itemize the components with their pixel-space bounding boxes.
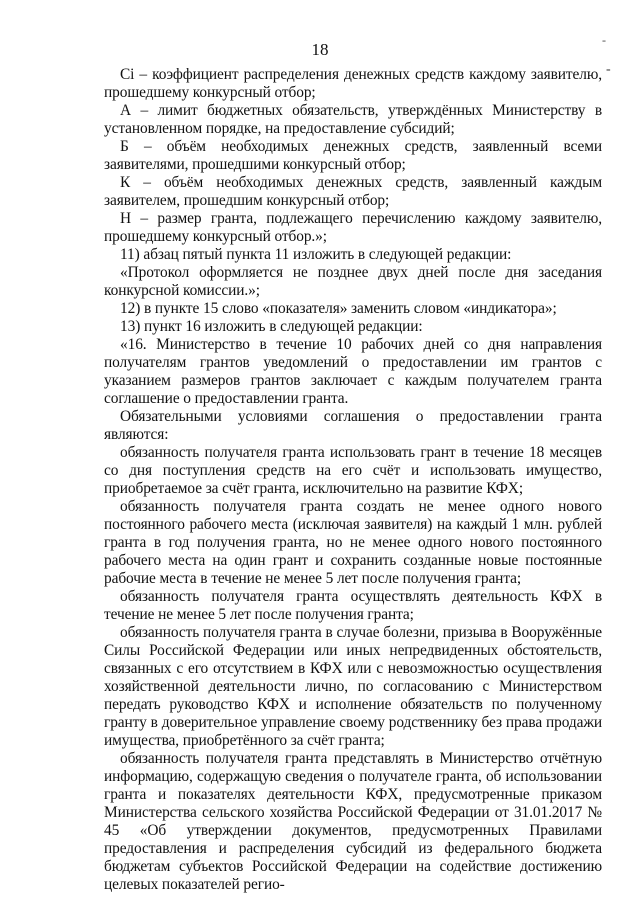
paragraph-clause-16: «16. Министерство в течение 10 рабочих дней со дня направления получателям грантов уведомлений о предоставлении им грантов с указанием размеров грантов заключает с каждым получателем гранта соглашение о предоставлении гранта. [104, 336, 602, 407]
paragraph-condition-use-grant: обязанность получателя гранта использовать грант в течение 18 месяцев со дня поступления средств на его счёт и использовать имущество, приобретаемое за счёт гранта, исключительно на развитие КФХ; [104, 444, 602, 497]
paragraph-ci-definition: Ci – коэффициент распределения денежных средств каждому заявителю, прошедшему конкурсный отбор; [104, 66, 602, 101]
paragraph-conditions-intro: Обязательными условиями соглашения о предоставлении гранта являются: [104, 408, 602, 443]
paragraph-item-11: 11) абзац пятый пункта 11 изложить в следующей редакции: [120, 246, 512, 263]
document-body [104, 66, 602, 894]
paragraph-b-definition: Б – объём необходимых денежных средств, заявленный всеми заявителями, прошедшими конкурсный отбор; [104, 138, 602, 173]
paragraph-condition-create-jobs: обязанность получателя гранта создать не менее одного нового постоянного рабочего места (исключая заявителя) на каждый 1 млн. рублей гранта в год получения гранта, но не менее одного нового постоянного рабочего места на один грант и сохранить созданные новые постоянные рабочие места в течение не менее 5 лет после получения гранта; [104, 498, 602, 587]
paragraph-protocol: «Протокол оформляется не позднее двух дней после дня заседания конкурсной комиссии.»; [104, 264, 602, 299]
paragraph-item-12: 12) в пункте 15 слово «показателя» заменить словом «индикатора»; [120, 300, 557, 317]
paragraph-k-definition: К – объём необходимых денежных средств, заявленный каждым заявителем, прошедшим конкурсный отбор; [104, 174, 602, 209]
paragraph-h-definition: Н – размер гранта, подлежащего перечислению каждому заявителю, прошедшему конкурсный отбор.»; [104, 210, 602, 245]
paragraph-a-definition: А – лимит бюджетных обязательств, утверждённых Министерству в установленном порядке, на предоставление субсидий; [104, 102, 602, 137]
paragraph-item-13: 13) пункт 16 изложить в следующей редакции: [120, 318, 423, 335]
corner-mark: - [602, 33, 606, 47]
paragraph-condition-activity: обязанность получателя гранта осуществлять деятельность КФХ в течение не менее 5 лет после получения гранта; [104, 588, 602, 623]
paragraph-condition-reporting: обязанность получателя гранта представлять в Министерство отчётную информацию, содержащую сведения о получателе гранта, об использовании гранта и показателях деятельности КФХ, предусмотренные приказом Министерства сельского хозяйства Российской Федерации от 31.01.2017 № 45 «Об утверждении документов, предусмотренных Правилами предоставления и распределения субсидий из федерального бюджета бюджетам субъектов Российской Федерации на содействие достижению целевых показателей регио- [104, 750, 602, 893]
margin-mark: - [606, 62, 611, 77]
page-number: 18 [311, 40, 329, 59]
paragraph-condition-trust-management: обязанность получателя гранта в случае болезни, призыва в Вооружённые Силы Российской Федерации или иных непредвиденных обстоятельств, связанных с его отсутствием в КФХ или с невозможностью осуществления хозяйственной деятельности лично, по согласованию с Министерством передать руководство КФХ и исполнение обязательств по полученному гранту в доверительное управление своему родственнику без права продажи имущества, приобретённого за счёт гранта; [104, 624, 602, 749]
